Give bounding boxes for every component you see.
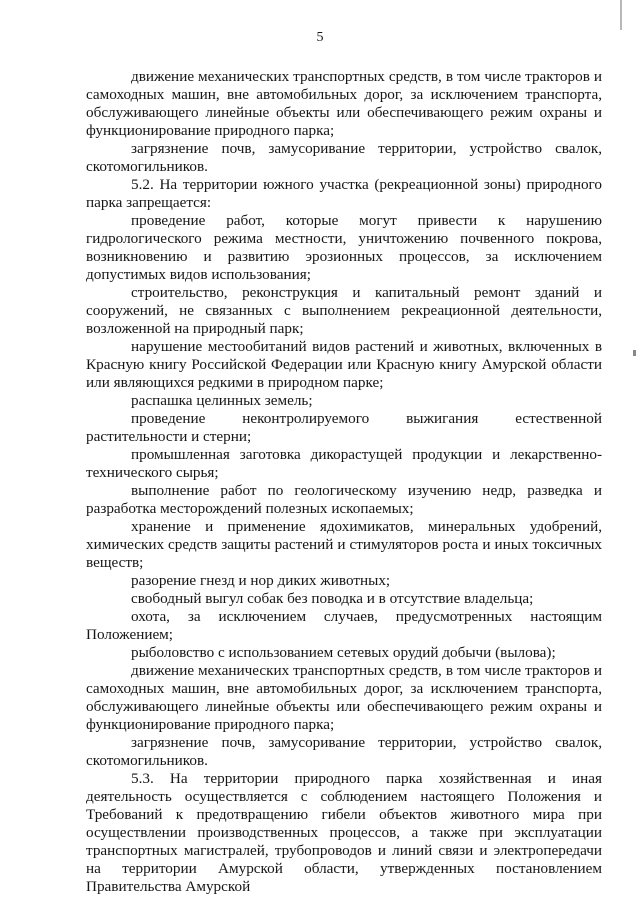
paragraph-16: движение механических транспортных средств, в том числе тракторов и самоходных машин, вне автомобильных дорог, за исключением транспорта, обслуживающего линейные объекты или обеспечивающего режим охраны и функционирование природного парка; — [86, 662, 602, 733]
paragraph-4: проведение работ, которые могут привести к нарушению гидрологического режима местности, уничтожению почвенного покрова, возникновению и развитию эрозионных процессов, за исключением допустимых видов использования; — [86, 212, 602, 283]
paragraph-13: свободный выгул собак без поводка и в отсутствие владельца; — [131, 590, 534, 607]
page-number: 5 — [316, 30, 324, 45]
paragraph-17: загрязнение почв, замусоривание территории, устройство свалок, скотомогильников. — [86, 734, 602, 769]
paragraph-6: нарушение местообитаний видов растений и животных, включенных в Красную книгу Российской Федерации или Красную книгу Амурской области или являющихся редкими в природном парке; — [86, 338, 602, 391]
paragraph-12: разорение гнезд и нор диких животных; — [131, 572, 391, 589]
scan-artifact-margin — [633, 350, 636, 356]
paragraph-1: движение механических транспортных средств, в том числе тракторов и самоходных машин, вне автомобильных дорог, за исключением транспорта, обслуживающего линейные объекты или обеспечивающего режим охраны и функционирование природного парка; — [86, 68, 602, 139]
paragraph-5: строительство, реконструкция и капитальный ремонт зданий и сооружений, не связанных с выполнением рекреационной деятельности, возложенной на природный парк; — [86, 284, 602, 337]
paragraph-15: рыболовство с использованием сетевых орудий добычи (вылова); — [131, 644, 556, 661]
paragraph-8: проведение неконтролируемого выжигания естественной растительности и стерни; — [86, 410, 602, 445]
paragraph-3: 5.2. На территории южного участка (рекреационной зоны) природного парка запрещается: — [86, 176, 602, 211]
paragraph-7: распашка целинных земель; — [131, 392, 313, 409]
paragraph-9: промышленная заготовка дикорастущей продукции и лекарственно-технического сырья; — [86, 446, 602, 481]
paragraph-2: загрязнение почв, замусоривание территории, устройство свалок, скотомогильников. — [86, 140, 602, 175]
paragraph-14: охота, за исключением случаев, предусмотренных настоящим Положением; — [86, 608, 602, 643]
paragraph-11: хранение и применение ядохимикатов, минеральных удобрений, химических средств защиты растений и стимуляторов роста и иных токсичных веществ; — [86, 518, 602, 571]
document-body — [86, 68, 602, 896]
scan-artifact-top — [620, 0, 622, 30]
paragraph-18: 5.3. На территории природного парка хозяйственная и иная деятельность осуществляется с соблюдением настоящего Положения и Требований к предотвращению гибели объектов животного мира при осуществлении производственных процессов, а также при эксплуатации транспортных магистралей, трубопроводов и линий связи и электропередачи на территории Амурской области, утвержденных постановлением Правительства Амурской — [86, 770, 602, 895]
paragraph-10: выполнение работ по геологическому изучению недр, разведка и разработка месторождений полезных ископаемых; — [86, 482, 602, 517]
